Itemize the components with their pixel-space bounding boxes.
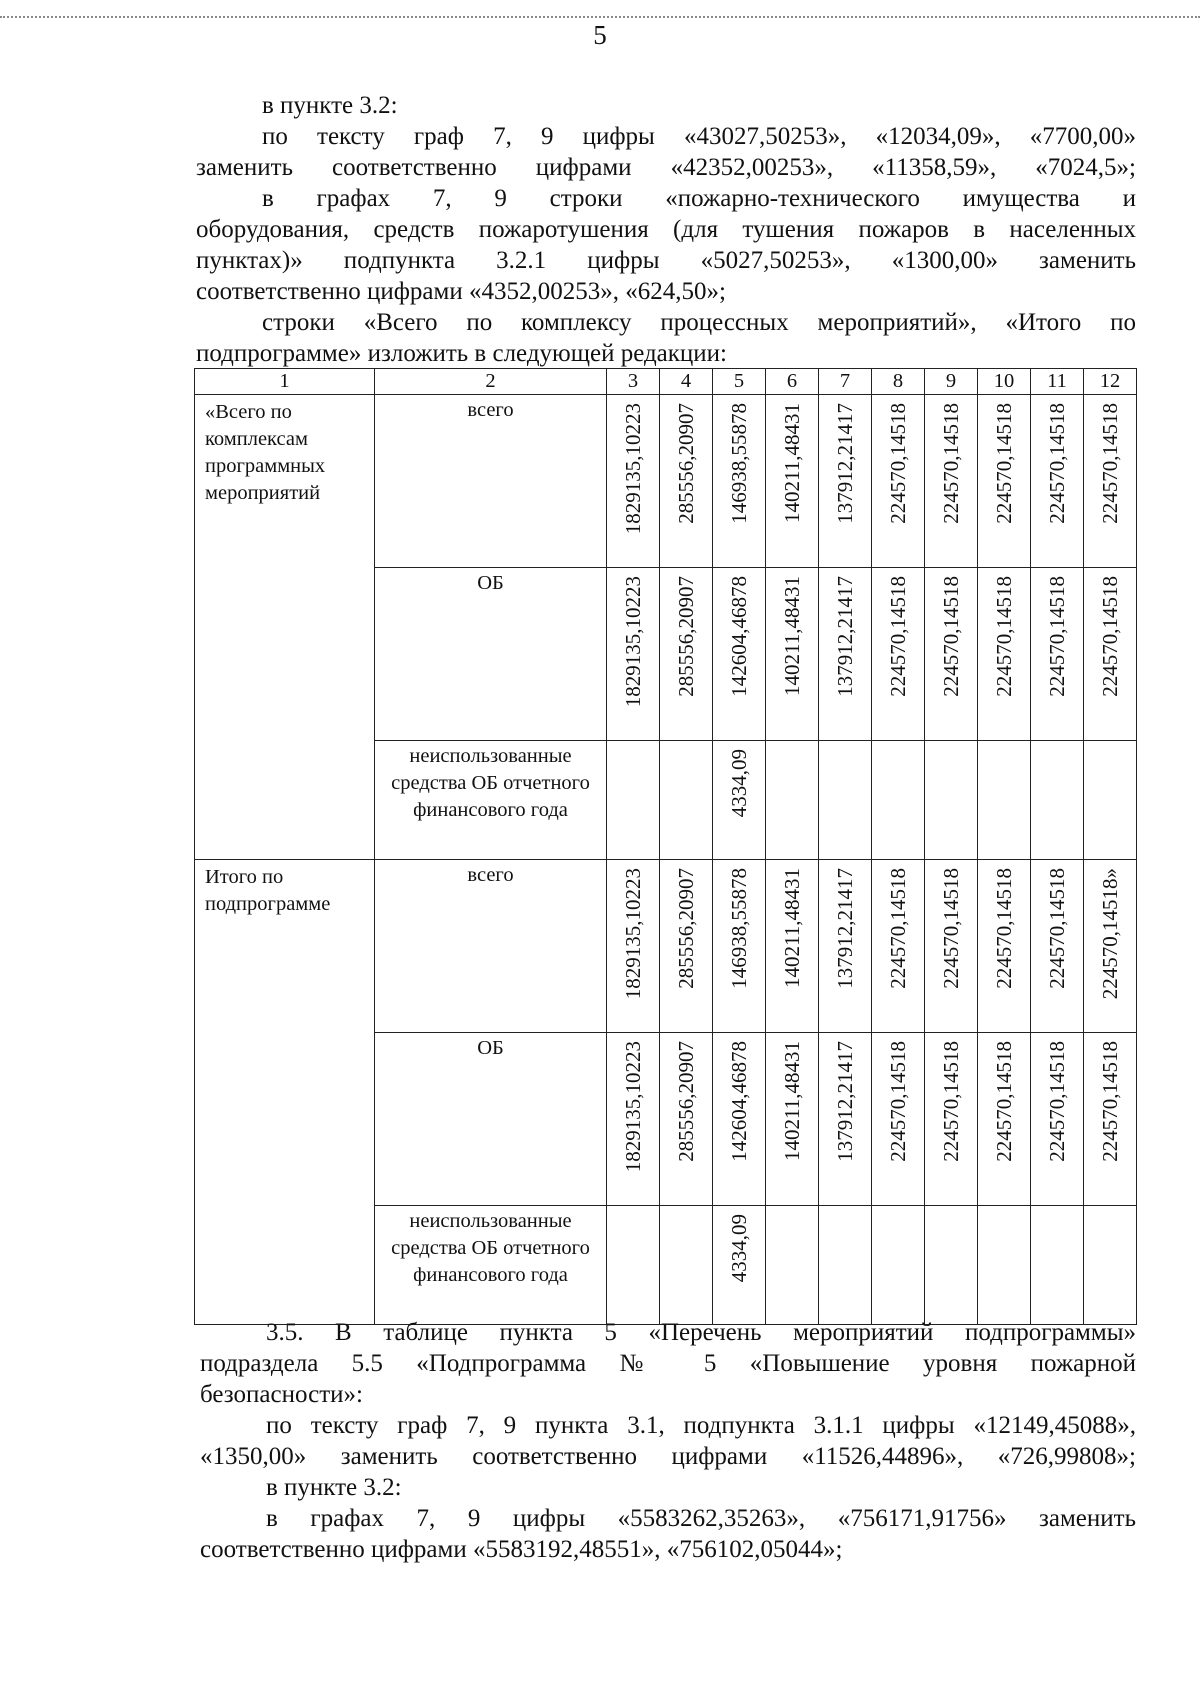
value-text: 224570,14518 — [1045, 868, 1069, 989]
value-cell — [607, 395, 660, 568]
value-cell — [872, 1206, 925, 1325]
value-cell — [819, 395, 872, 568]
value-cell — [1084, 1033, 1137, 1206]
column-header: 3 — [607, 369, 660, 395]
value-text: 137912,21417 — [833, 576, 857, 697]
intro-line-7: соответственно цифрами «4352,00253», «624,50»; — [196, 278, 726, 305]
value-text: 224570,14518 — [886, 403, 910, 524]
value-cell — [872, 741, 925, 860]
value-cell — [978, 568, 1031, 741]
column-header: 7 — [819, 369, 872, 395]
value-text: 224570,14518 — [886, 1041, 910, 1162]
value-text: 285556,20907 — [674, 868, 698, 989]
value-cell — [1084, 395, 1137, 568]
value-cell — [766, 860, 819, 1033]
value-cell — [1031, 1206, 1084, 1325]
value-cell — [978, 1206, 1031, 1325]
value-text: 1829135,10223 — [621, 868, 645, 1000]
value-cell — [713, 860, 766, 1033]
group-label: «Всего по комплексам программных мероприятий — [195, 395, 375, 860]
value-cell — [872, 395, 925, 568]
value-cell — [607, 568, 660, 741]
value-text: 224570,14518 — [992, 576, 1016, 697]
value-text: 1829135,10223 — [621, 403, 645, 535]
table-row — [195, 860, 1137, 1033]
value-text: 224570,14518 — [939, 576, 963, 697]
value-cell — [819, 860, 872, 1033]
value-text: 4334,09 — [727, 749, 751, 818]
value-text: 137912,21417 — [833, 403, 857, 524]
value-cell — [925, 395, 978, 568]
column-header: 8 — [872, 369, 925, 395]
value-cell — [766, 1033, 819, 1206]
value-cell — [713, 1206, 766, 1325]
value-cell — [660, 395, 713, 568]
value-cell — [1031, 568, 1084, 741]
value-cell — [713, 395, 766, 568]
value-cell — [872, 568, 925, 741]
outro-line-4: по тексту граф 7, 9 пункта 3.1, подпункта 3.1.1 цифры «12149,45088», — [266, 1412, 1136, 1439]
value-cell — [819, 1033, 872, 1206]
value-text: 146938,55878 — [727, 868, 751, 989]
value-text: 224570,14518 — [992, 868, 1016, 989]
value-cell — [607, 1033, 660, 1206]
value-text: 1829135,10223 — [621, 1041, 645, 1173]
funding-source-label: всего — [375, 395, 607, 568]
outro-line-8: соответственно цифрами «5583192,48551», «756102,05044»; — [200, 1536, 843, 1563]
value-cell — [660, 568, 713, 741]
value-text: 140211,48431 — [780, 576, 804, 696]
value-cell — [660, 1206, 713, 1325]
value-cell — [1084, 741, 1137, 860]
column-header: 11 — [1031, 369, 1084, 395]
funding-source-label: всего — [375, 860, 607, 1033]
outro-line-2: подраздела 5.5 «Подпрограмма № 5 «Повышение уровня пожарной — [200, 1350, 1136, 1377]
value-text: 224570,14518 — [1098, 576, 1122, 697]
column-header: 2 — [375, 369, 607, 395]
value-cell — [1031, 741, 1084, 860]
outro-line-3: безопасности»: — [200, 1381, 363, 1408]
value-text: 4334,09 — [727, 1214, 751, 1283]
page-number: 5 — [593, 20, 607, 50]
intro-line-6: пунктах)» подпункта 3.2.1 цифры «5027,50253», «1300,00» заменить — [196, 247, 1136, 274]
value-text: 142604,46878 — [727, 576, 751, 697]
value-cell — [660, 741, 713, 860]
value-text: 137912,21417 — [833, 1041, 857, 1162]
value-cell — [1031, 1033, 1084, 1206]
value-text: 224570,14518 — [1098, 1041, 1122, 1162]
value-text: 137912,21417 — [833, 868, 857, 989]
value-cell — [1084, 860, 1137, 1033]
value-cell — [713, 568, 766, 741]
column-header: 12 — [1084, 369, 1137, 395]
value-text: 285556,20907 — [674, 576, 698, 697]
value-text: 140211,48431 — [780, 403, 804, 523]
column-header: 6 — [766, 369, 819, 395]
funding-source-label: ОБ — [375, 568, 607, 741]
value-cell — [1031, 860, 1084, 1033]
value-cell — [978, 860, 1031, 1033]
value-cell — [1031, 395, 1084, 568]
value-text: 142604,46878 — [727, 1041, 751, 1162]
column-header: 5 — [713, 369, 766, 395]
value-text: 285556,20907 — [674, 403, 698, 524]
value-cell — [978, 741, 1031, 860]
value-cell — [819, 568, 872, 741]
value-cell — [1084, 1206, 1137, 1325]
intro-line-3: заменить соответственно цифрами «42352,00253», «11358,59», «7024,5»; — [196, 154, 1136, 181]
value-cell — [978, 1033, 1031, 1206]
value-text: 140211,48431 — [780, 1041, 804, 1161]
group-label: Итого по подпрограмме — [195, 860, 375, 1325]
value-cell — [925, 568, 978, 741]
scan-edge-line — [0, 16, 1200, 18]
column-header: 9 — [925, 369, 978, 395]
value-cell — [925, 860, 978, 1033]
value-cell — [660, 860, 713, 1033]
value-cell — [766, 1206, 819, 1325]
value-text: 146938,55878 — [727, 403, 751, 524]
value-cell — [872, 1033, 925, 1206]
column-header: 1 — [195, 369, 375, 395]
value-text: 224570,14518 — [1098, 403, 1122, 524]
value-cell — [872, 860, 925, 1033]
outro-line-7: в графах 7, 9 цифры «5583262,35263», «756171,91756» заменить — [266, 1505, 1136, 1532]
value-cell — [978, 395, 1031, 568]
value-cell — [766, 395, 819, 568]
value-cell — [1084, 568, 1137, 741]
table-row — [195, 395, 1137, 568]
value-cell — [766, 568, 819, 741]
value-text: 224570,14518 — [1045, 403, 1069, 524]
intro-line-1: в пункте 3.2: — [262, 92, 398, 119]
amendment-table — [194, 368, 1137, 1325]
outro-line-5: «1350,00» заменить соответственно цифрами «11526,44896», «726,99808»; — [200, 1443, 1136, 1470]
value-cell — [713, 741, 766, 860]
funding-source-label: неиспользованные средства ОБ отчетного финансового года — [375, 741, 607, 860]
value-text: 140211,48431 — [780, 868, 804, 988]
outro-line-6: в пункте 3.2: — [266, 1474, 402, 1501]
intro-line-8: строки «Всего по комплексу процессных мероприятий», «Итого по — [262, 309, 1136, 336]
intro-line-5: оборудования, средств пожаротушения (для тушения пожаров в населенных — [196, 216, 1136, 243]
value-cell — [660, 1033, 713, 1206]
value-cell — [607, 741, 660, 860]
value-text: 224570,14518 — [992, 1041, 1016, 1162]
value-cell — [925, 1033, 978, 1206]
value-text: 224570,14518 — [992, 403, 1016, 524]
value-cell — [925, 1206, 978, 1325]
table-header-row — [195, 369, 1137, 395]
value-cell — [713, 1033, 766, 1206]
column-header: 4 — [660, 369, 713, 395]
value-cell — [819, 1206, 872, 1325]
value-text: 224570,14518 — [939, 868, 963, 989]
value-text: 224570,14518 — [939, 403, 963, 524]
value-cell — [925, 741, 978, 860]
intro-line-2: по тексту граф 7, 9 цифры «43027,50253», «12034,09», «7700,00» — [262, 123, 1136, 150]
value-text: 224570,14518 — [1045, 576, 1069, 697]
column-header: 10 — [978, 369, 1031, 395]
value-cell — [607, 860, 660, 1033]
value-text: 285556,20907 — [674, 1041, 698, 1162]
value-text: 1829135,10223 — [621, 576, 645, 708]
funding-source-label: ОБ — [375, 1033, 607, 1206]
value-text: 224570,14518 — [939, 1041, 963, 1162]
intro-line-9: подпрограмме» изложить в следующей редакции: — [196, 340, 728, 367]
value-cell — [766, 741, 819, 860]
value-text: 224570,14518» — [1098, 868, 1122, 1000]
funding-source-label: неиспользованные средства ОБ отчетного финансового года — [375, 1206, 607, 1325]
intro-line-4: в графах 7, 9 строки «пожарно-технического имущества и — [262, 185, 1136, 212]
value-cell — [819, 741, 872, 860]
value-text: 224570,14518 — [886, 576, 910, 697]
value-text: 224570,14518 — [1045, 1041, 1069, 1162]
outro-line-1: 3.5. В таблице пункта 5 «Перечень мероприятий подпрограммы» — [266, 1319, 1136, 1346]
value-cell — [607, 1206, 660, 1325]
value-text: 224570,14518 — [886, 868, 910, 989]
